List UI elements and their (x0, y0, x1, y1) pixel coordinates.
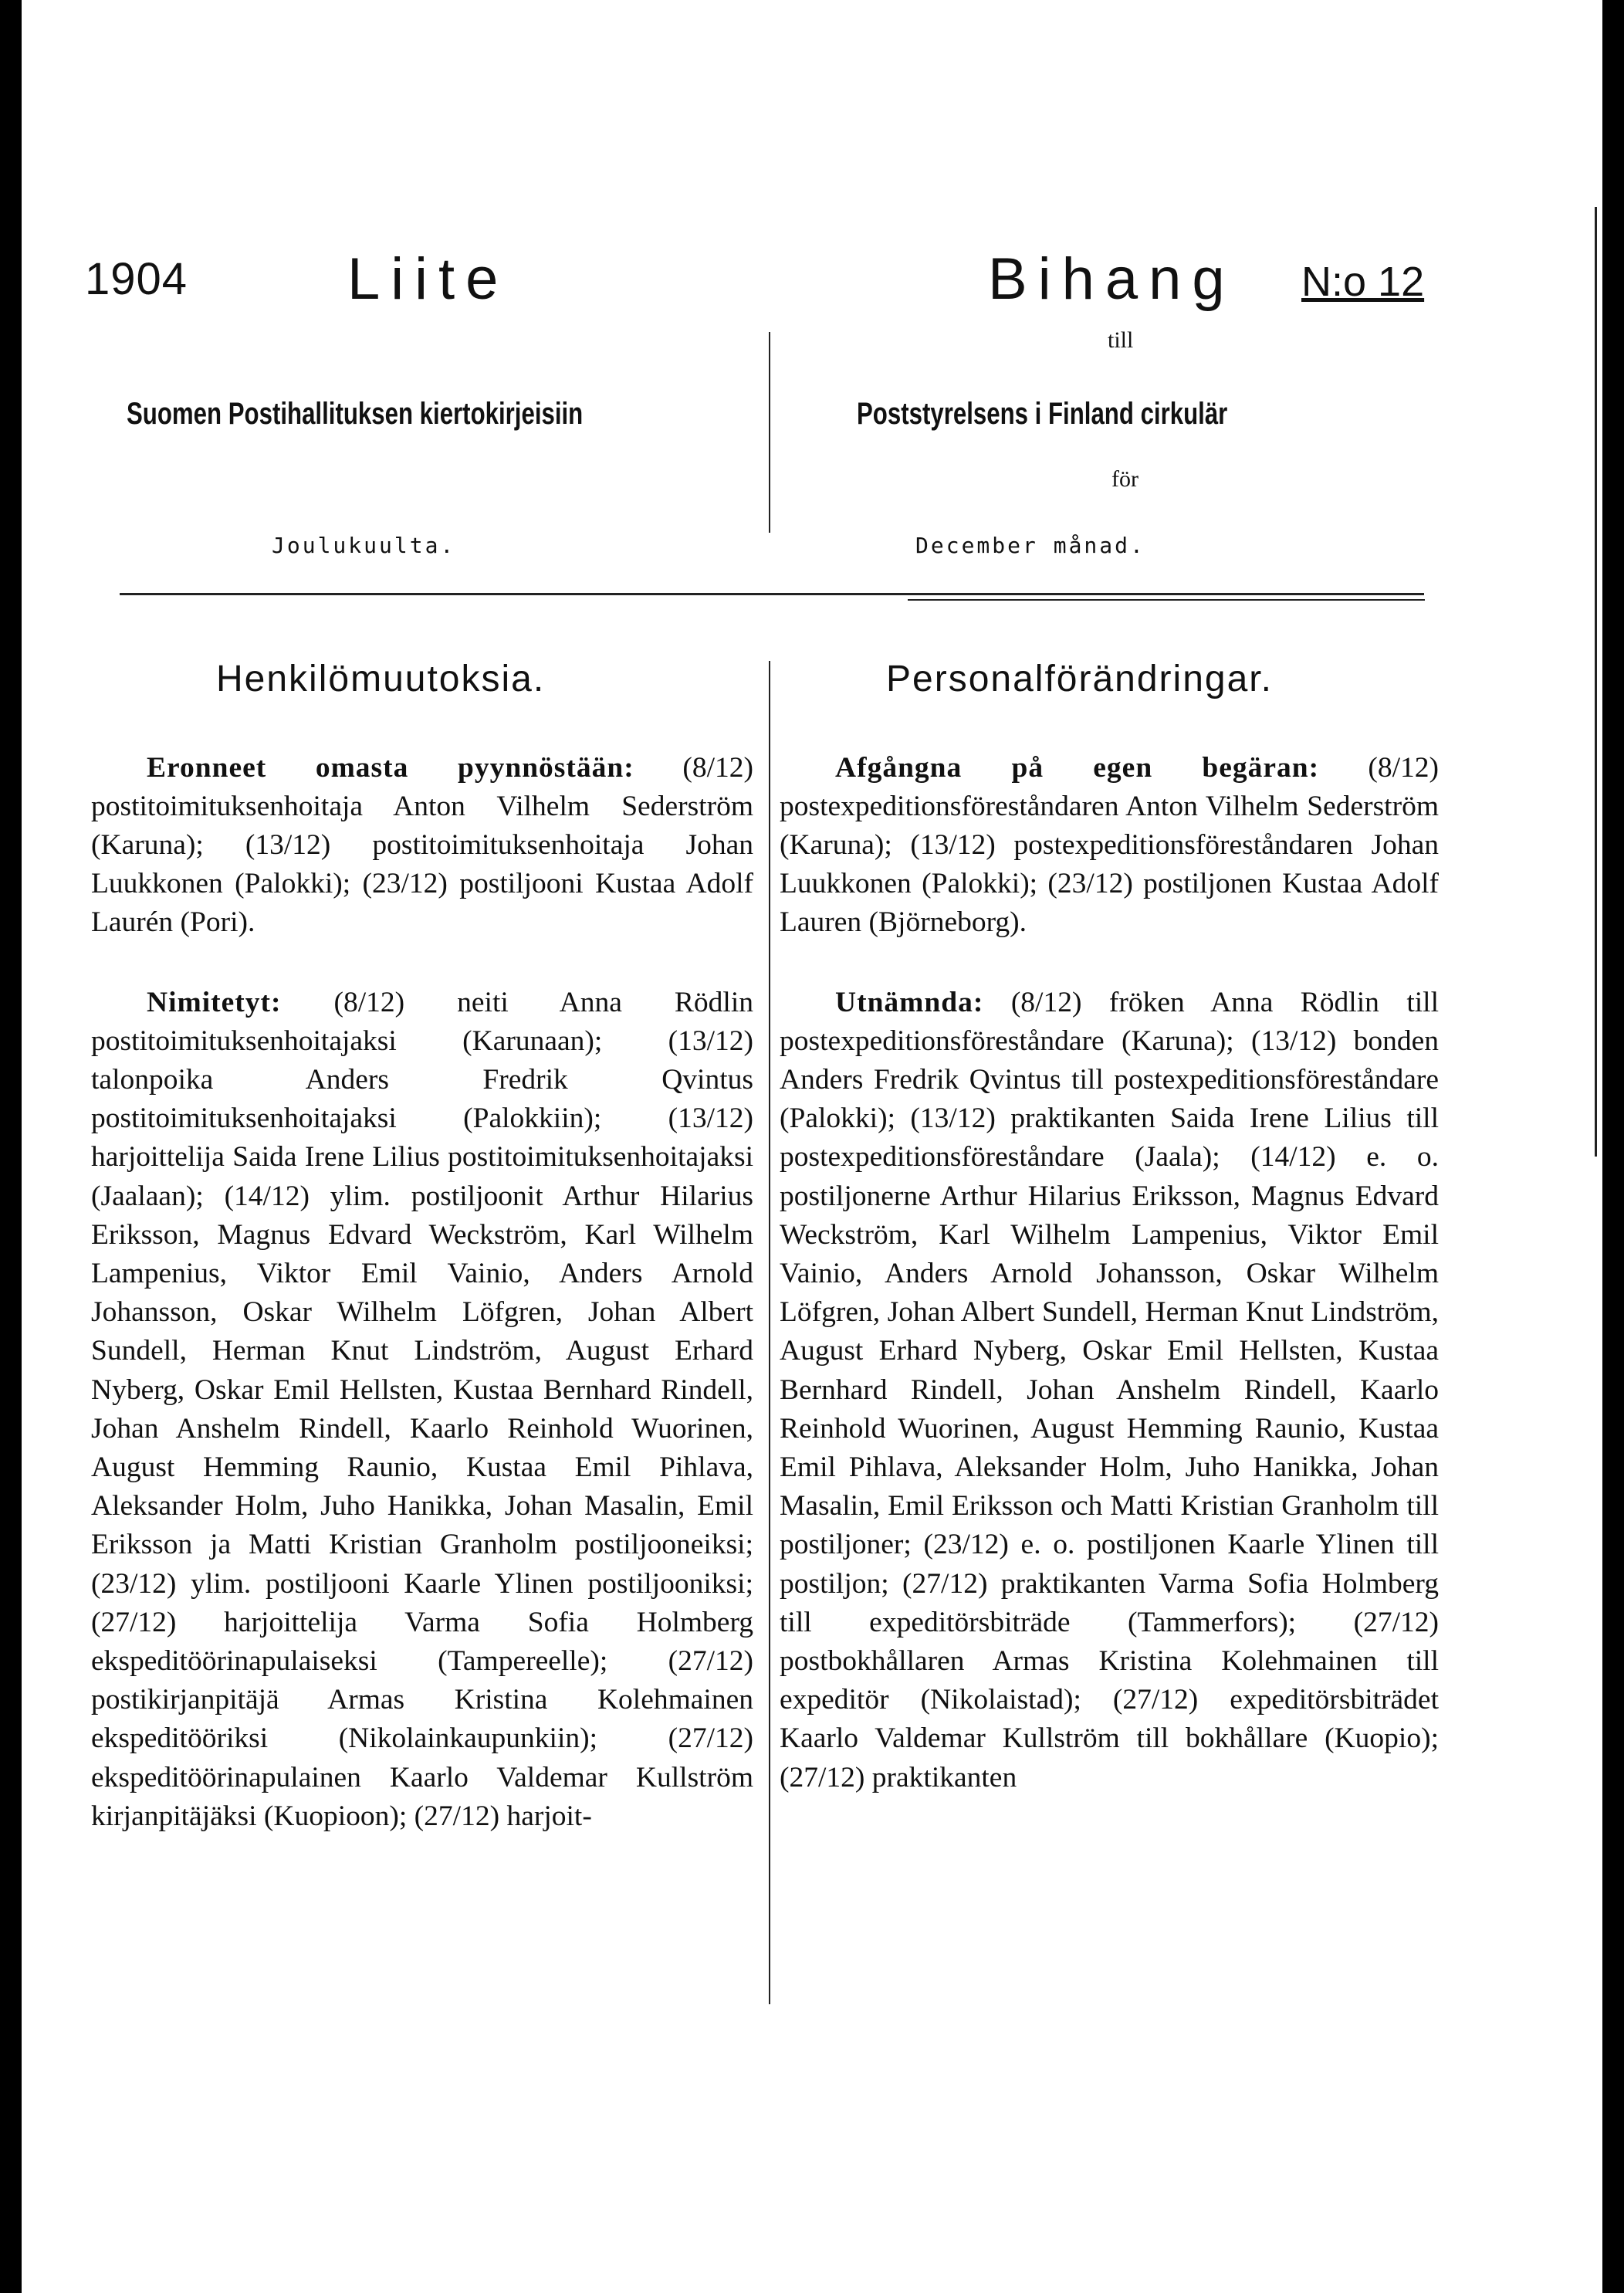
issue-number: N:o 12 (1301, 259, 1425, 305)
scan-border-right (1602, 0, 1624, 2293)
header-divider (769, 332, 770, 533)
swedish-section-heading: Personalförändringar. (886, 659, 1273, 699)
swedish-month: December månad. (915, 533, 1145, 558)
swedish-circular-title: Poststyrelsens i Finland cirkulär (857, 397, 1228, 431)
finnish-appointed-lead: Nimitetyt: (147, 986, 282, 1018)
swedish-resigned-paragraph (780, 749, 1439, 943)
swedish-resigned-text: (8/12) postexpeditionsföreståndaren Anton Vilhelm Sederström (Karuna); (13/12) postexpeditionsföreståndaren Johan Luukkonen (Palokki); (23/12) postiljonen Kustaa Adolf Lauren (Björneborg). (780, 751, 1439, 939)
right-margin-rule (1595, 207, 1597, 1157)
swedish-appointed-text: (8/12) fröken Anna Rödlin till postexpeditionsföreståndare (Karuna); (13/12) bonden Anders Fredrik Qvintus till postexpeditionsföreståndare (Palokki); (13/12) praktikanten Saida Irene Lilius till postexpeditionsföreståndare (Jaala); (14/12) e. o. postiljonerne Arthur Hilarius Eriksson, Magnus Edvard Weckström, Karl Wilhelm Lampenius, Viktor Emil Vainio, Anders Arnold Johansson, Oskar Wilhelm Löfgren, Johan Albert Sundell, Herman Knut Lindström, August Erhard Nyberg, Oskar Emil Hellsten, Kustaa Bernhard Rindell, Johan Anshelm Rindell, Kaarlo Reinhold Wuorinen, August Hemming Raunio, Kustaa Emil Pihlava, Aleksander Holm, Juho Hanikka, Johan Masalin, Emil Eriksson och Matti Kristian Granholm till postiljoner; (23/12) e. o. postiljonen Kaarle Ylinen till postiljon; (27/12) praktikanten Varma Sofia Holmberg till expeditörsbiträde (Tammerfors); (27/12) postbokhållaren Armas Kristina Kolehmainen till expeditör (Nikolaistad); (27/12) expeditörsbiträdet Kaarlo Valdemar Kullström till bokhållare (Kuopio); (27/12) praktikanten (780, 986, 1439, 1793)
swedish-appointed-paragraph (780, 984, 1439, 1797)
finnish-month: Joulukuulta. (272, 533, 456, 558)
till-label: till (1108, 327, 1134, 353)
year: 1904 (85, 254, 188, 304)
finnish-resigned-lead: Eronneet omasta pyynnöstään: (147, 751, 634, 784)
swedish-appointed-lead: Utnämnda: (835, 986, 984, 1018)
finnish-appointed-text: (8/12) neiti Anna Rödlin postitoimituksenhoitajaksi (Karunaan); (13/12) talonpoika Anders Fredrik Qvintus postitoimituksenhoitajaksi (Palokkiin); (13/12) harjoittelija Saida Irene Lilius postitoimituksenhoitajaksi (Jaalaan); (14/12) ylim. postiljoonit Arthur Hilarius Eriksson, Magnus Edvard Weckström, Karl Wilhelm Lampenius, Viktor Emil Vainio, Anders Arnold Johansson, Oskar Wilhelm Löfgren, Johan Albert Sundell, Herman Knut Lindström, August Erhard Nyberg, Oskar Emil Hellsten, Kustaa Bernhard Rindell, Johan Anshelm Rindell, Kaarlo Reinhold Wuorinen, August Hemming Raunio, Kustaa Emil Pihlava, Aleksander Holm, Juho Hanikka, Johan Masalin, Emil Eriksson ja Matti Kristian Granholm postiljooneiksi; (23/12) ylim. postiljooni Kaarle Ylinen postiljooniksi; (27/12) harjoittelija Varma Sofia Holmberg ekspeditöörinapulaiseksi (Tampereelle); (27/12) postikirjanpitäjä Armas Kristina Kolehmainen ekspeditööriksi (Nikolainkaupunkiin); (27/12) ekspeditöörinapulainen Kaarlo Valdemar Kullström kirjanpitäjäksi (Kuopioon); (27/12) harjoit- (91, 986, 753, 1832)
finnish-appointed-paragraph (91, 984, 753, 1836)
finnish-title: Liite (347, 246, 509, 312)
header-rule-second (908, 599, 1425, 601)
for-label: för (1111, 466, 1138, 492)
swedish-title: Bihang (988, 246, 1236, 312)
finnish-section-heading: Henkilömuutoksia. (216, 659, 546, 699)
column-divider (769, 661, 770, 2004)
header-rule (120, 593, 1424, 595)
finnish-circular-title: Suomen Postihallituksen kiertokirjeisiin (127, 397, 584, 431)
finnish-resigned-paragraph (91, 749, 753, 943)
swedish-resigned-lead: Afgångna på egen begäran: (835, 751, 1320, 784)
scan-border-left (0, 0, 22, 2293)
finnish-resigned-text: (8/12) postitoimituksenhoitaja Anton Vilhelm Sederström (Karuna); (13/12) postitoimituksenhoitaja Johan Luukkonen (Palokki); (23/12) postiljooni Kustaa Adolf Laurén (Pori). (91, 751, 754, 939)
